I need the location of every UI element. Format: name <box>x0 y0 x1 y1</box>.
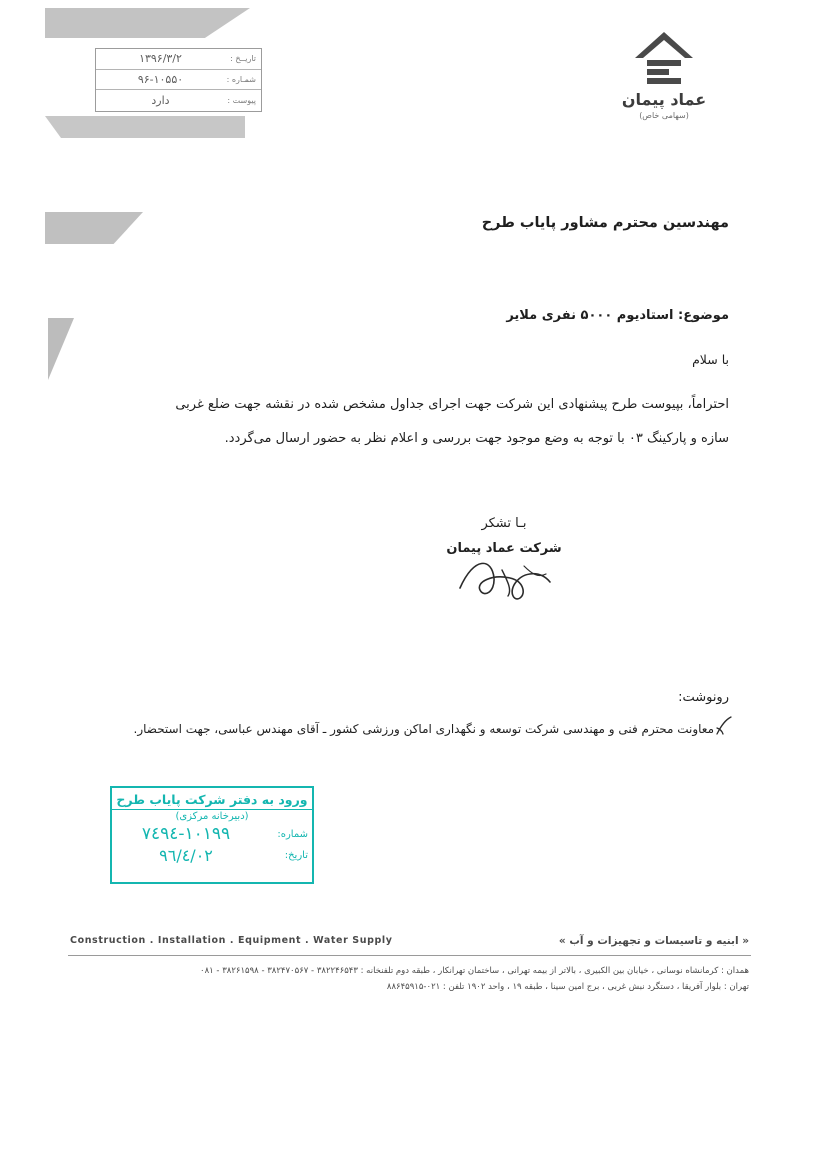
cc-checkmark-icon <box>715 716 733 736</box>
scan-artifact-lower <box>48 318 74 380</box>
letter-body <box>90 388 729 457</box>
cc-item: معاونت محترم فنی و مهندسی شرکت توسعه و نگهداری اماکن ورزشی کشور ـ آقای مهندس عباسی، جهت استحضار. <box>133 722 714 736</box>
footer-address-line-1: همدان : کرمانشاه نوسانی ، خیابان بین الکبیری ، بالاتر از بیمه تهرانی ، ساختمان تهرانکار ، طبقه دوم تلفنخانه : ۳۸۲۲۴۶۵۴۳ - ۳۸۲۴۷۰۵۶۷ - ۳۸۲۶۱۵۹۸ - ۰۸۱ <box>200 966 749 976</box>
letter-paragraph-1: احتراماً، بپیوست طرح پیشنهادی این شرکت جهت اجرای جداول مشخص شده در نقشه جهت ضلع غربی <box>175 397 729 412</box>
company-legal-form: (سهامی خاص) <box>639 111 689 120</box>
incoming-registration-stamp <box>110 786 314 884</box>
signature-scribble <box>454 548 574 608</box>
stamp-subtitle: (دبیرخانه مرکزی) <box>175 811 249 822</box>
stamp-number-value: ١٠١٩٩-٧٤٩٤ <box>141 824 231 844</box>
emad-peyman-logo-icon <box>635 32 693 84</box>
subject-text: استادیوم ۵۰۰۰ نفری ملایر <box>506 308 674 323</box>
subject-line <box>506 308 729 323</box>
stamp-date-value: ٩٦/٤/٠٢ <box>159 846 213 865</box>
closing-thanks: بـا تشکر <box>481 516 527 531</box>
letterhead-attachment-label: پیوست : <box>227 95 256 105</box>
letterhead-number-value: ۹۶-۱۰۵۵۰ <box>137 72 184 86</box>
closing-company: شرکت عماد پیمان <box>446 540 562 556</box>
letter-paragraph-2: سازه و پارکینگ ۰۳ با توجه به وضع موجود جهت بررسی و اعلام نظر به حضور ارسال می‌گردد. <box>224 431 729 447</box>
stamp-date-label: تاریخ: <box>284 850 308 861</box>
footer-persian-tagline: « ابنیه و تاسیسات و تجهیزات و آب » <box>558 935 749 947</box>
stamp-date-row <box>112 846 312 865</box>
footer-english-tagline: Construction . Installation . Equipment . Water Supply <box>70 935 393 946</box>
stamp-title: ورود به دفتر شرکت پایاب طرح <box>112 792 312 810</box>
addressee: مهندسین محترم مشاور پایاب طرح <box>481 215 729 231</box>
greeting: با سلام <box>692 352 729 367</box>
company-logo <box>599 32 729 120</box>
letterhead-number-label: شمـاره : <box>226 74 256 84</box>
scan-artifact-upper <box>45 116 245 138</box>
letterhead-date-value: ۱۳۹۶/۳/۲ <box>139 52 182 66</box>
letterhead-date-label: تاریــخ : <box>230 54 256 64</box>
footer-address-line-2: تهران : بلوار آفریقا ، دستگرد نبش غربی ، برج امین سینا ، طبقه ۱۹ ، واحد ۱۹۰۲ تلفن : ۰۲۱-۸۸۶۴۵۹۱۵ <box>386 982 749 993</box>
letterhead-date-row <box>96 49 261 70</box>
scan-artifact-middle <box>45 212 143 244</box>
letterhead-attachment-row <box>96 90 261 111</box>
cc-title: رونوشت: <box>678 690 729 705</box>
letterhead-reference-box <box>95 48 262 112</box>
stamp-number-label: شماره: <box>277 828 308 840</box>
footer-address <box>70 963 749 995</box>
subject-label: موضوع: <box>678 308 729 323</box>
letterhead-attachment-value: دارد <box>151 93 170 107</box>
letterhead-number-row <box>96 70 261 91</box>
footer-divider <box>68 955 751 956</box>
stamp-number-row <box>112 824 312 844</box>
scan-artifact-top <box>45 8 250 38</box>
company-name: عماد پیمان <box>621 90 707 109</box>
